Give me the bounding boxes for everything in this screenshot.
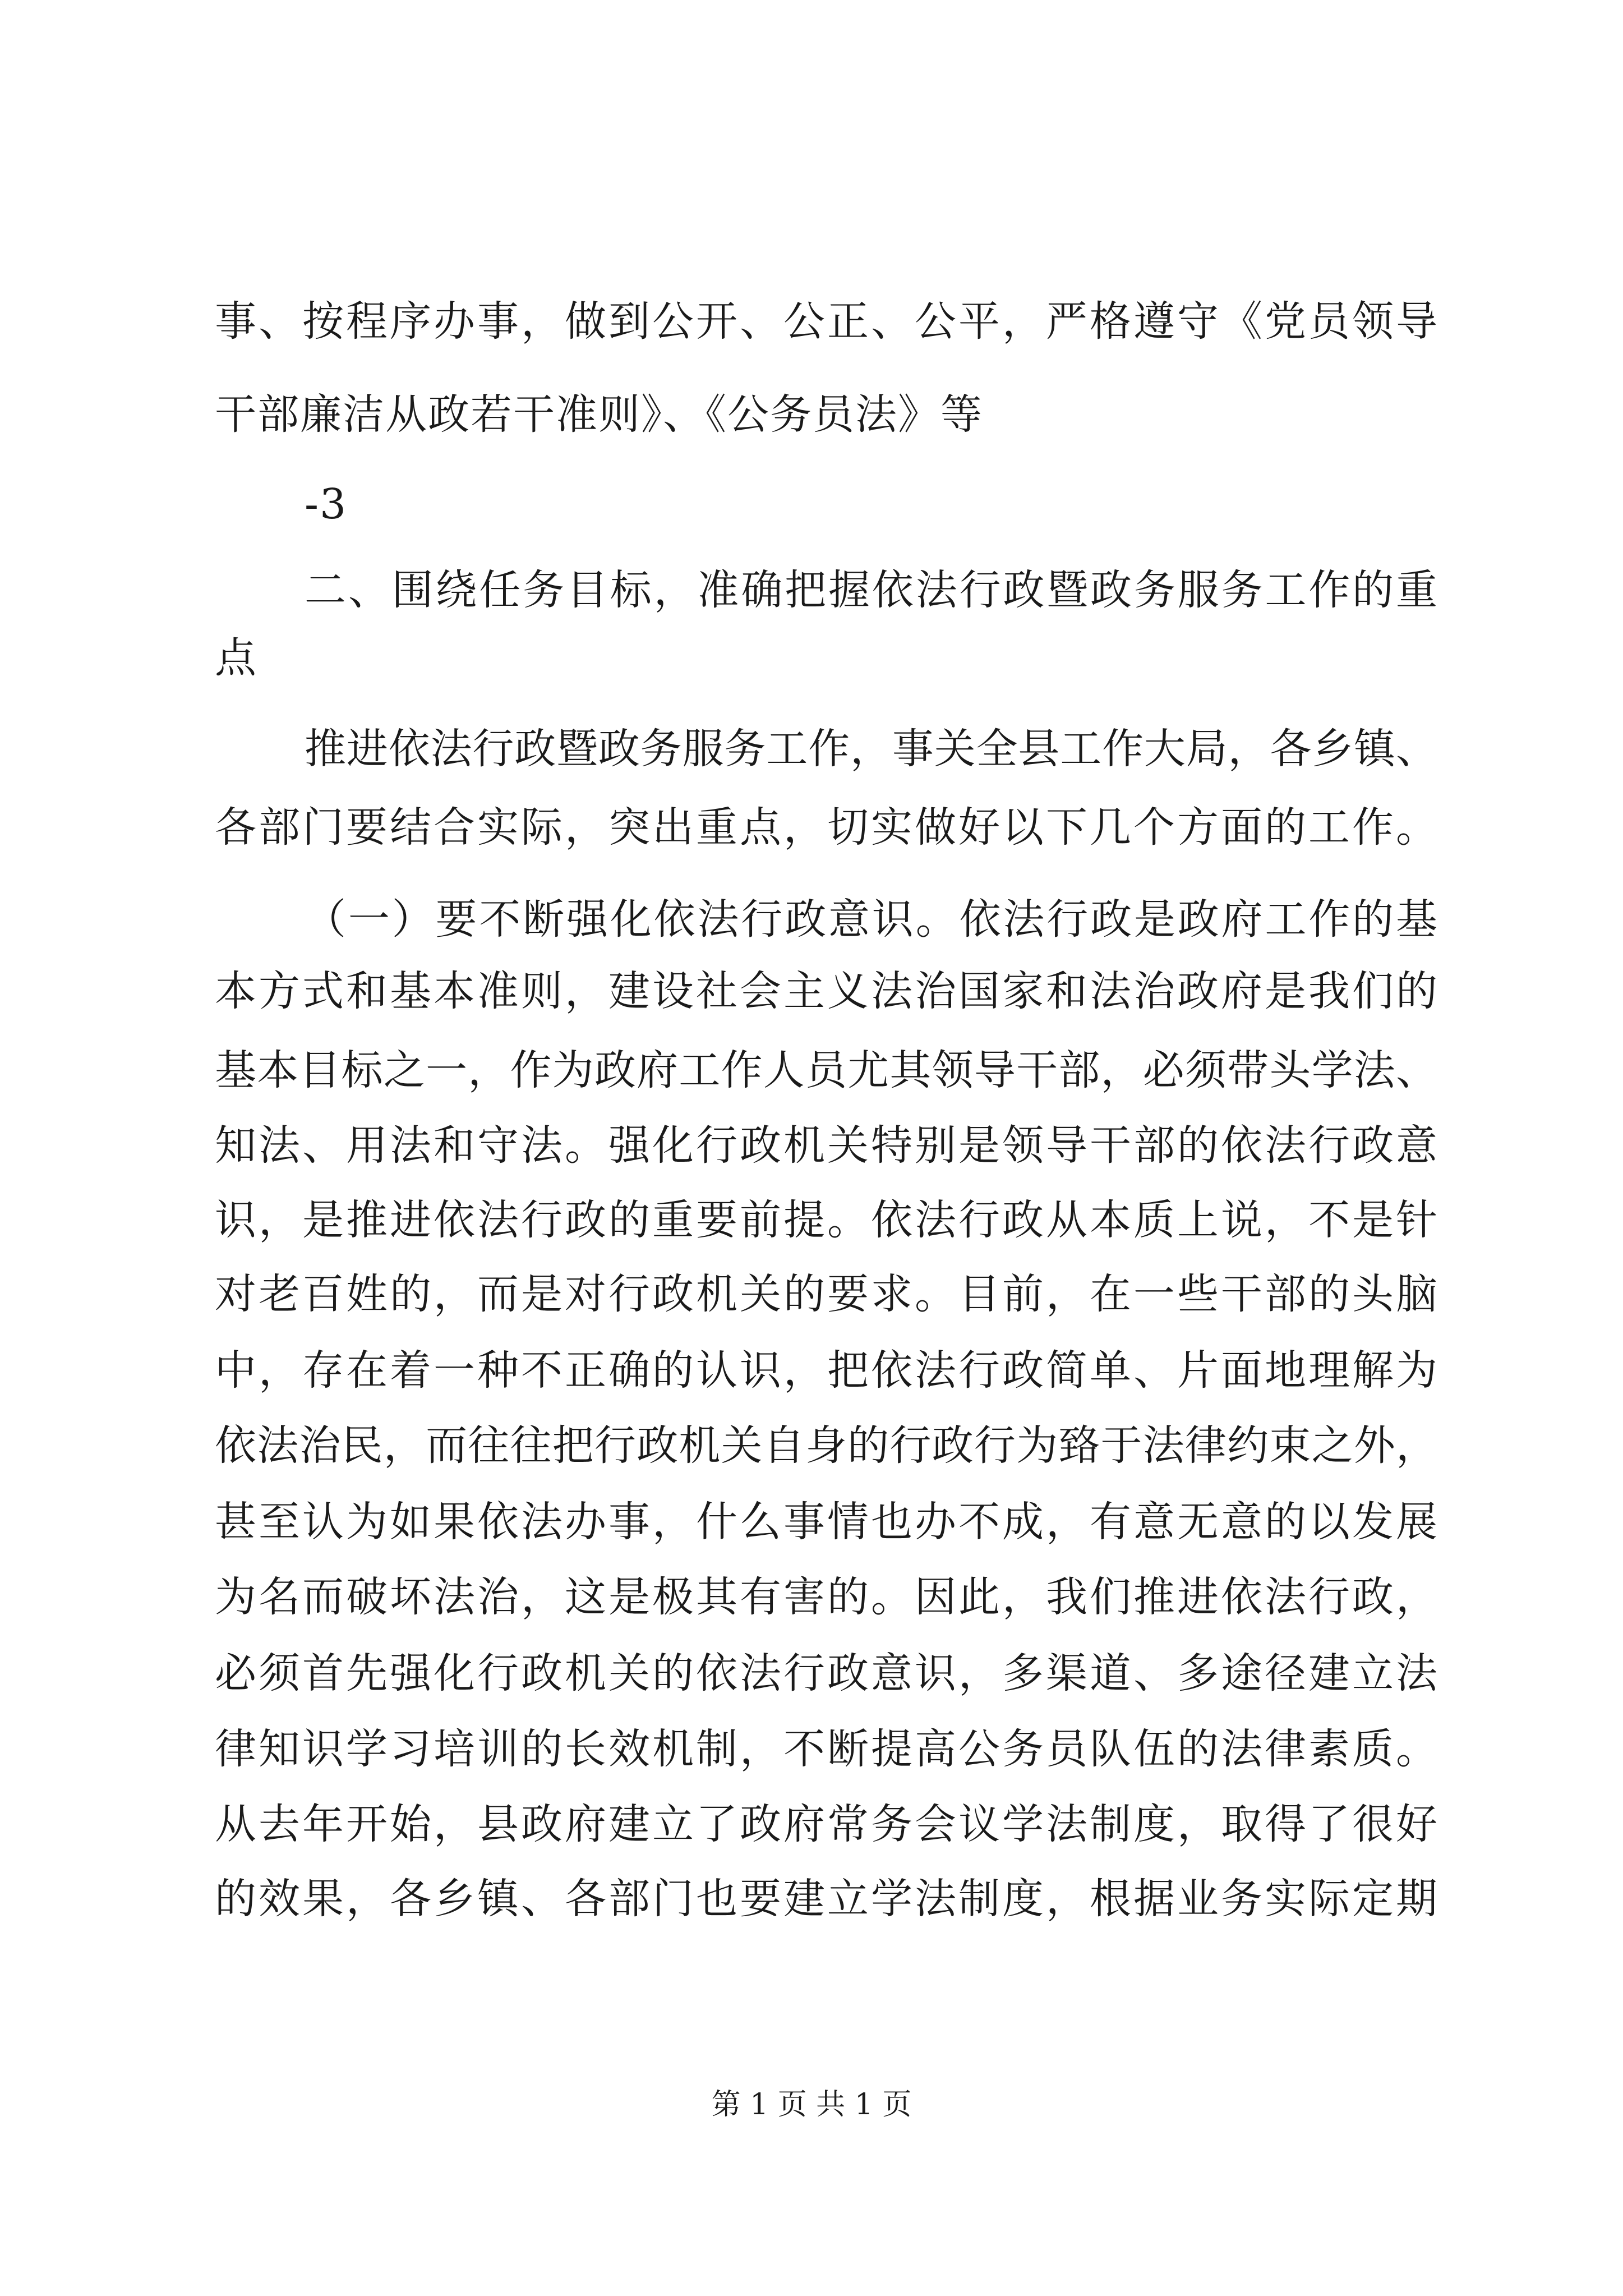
text-line-6: 推进依法行政暨政务服务工作，事关全县工作大局，各乡镇、 — [305, 725, 1437, 773]
text-line-18: 必须首先强化行政机关的依法行政意识，多渠道、多途径建立法 — [215, 1649, 1437, 1697]
text-line-17: 为名而破坏法治，这是极其有害的。因此，我们推进依法行政， — [215, 1573, 1437, 1621]
text-line-10: 基本目标之一，作为政府工作人员尤其领导干部，必须带头学法、 — [215, 1046, 1437, 1094]
section-heading-line-1: 二、围绕任务目标，准确把握依法行政暨政务服务工作的重 — [305, 566, 1437, 614]
text-line-8: （一）要不断强化依法行政意识。依法行政是政府工作的基 — [305, 895, 1437, 944]
text-line-14: 中，存在着一种不正确的认识，把依法行政简单、片面地理解为 — [215, 1346, 1437, 1395]
text-line-21: 的效果，各乡镇、各部门也要建立学法制度，根据业务实际定期 — [215, 1875, 1437, 1923]
page-footer: 第 1 页 共 1 页 — [711, 2088, 912, 2122]
text-line-11: 知法、用法和守法。强化行政机关特别是领导干部的依法行政意 — [215, 1121, 1437, 1170]
text-line-15: 依法治民，而往往把行政机关自身的行政行为臵于法律约束之外， — [215, 1421, 1437, 1470]
text-line-16: 甚至认为如果依法办事，什么事情也办不成，有意无意的以发展 — [215, 1498, 1437, 1546]
section-heading-line-2: 点 — [215, 634, 257, 682]
text-line-9: 本方式和基本准则，建设社会主义法治国家和法治政府是我们的 — [215, 967, 1437, 1015]
page-number-marker: -3 — [305, 480, 348, 528]
text-line-7: 各部门要结合实际，突出重点，切实做好以下几个方面的工作。 — [215, 803, 1437, 852]
text-line-1: 事、按程序办事，做到公开、公正、公平，严格遵守《党员领导 — [215, 297, 1437, 346]
text-line-13: 对老百姓的，而是对行政机关的要求。目前，在一些干部的头脑 — [215, 1270, 1437, 1318]
text-line-20: 从去年开始，县政府建立了政府常务会议学法制度，取得了很好 — [215, 1800, 1437, 1848]
text-line-12: 识，是推进依法行政的重要前提。依法行政从本质上说，不是针 — [215, 1196, 1437, 1244]
text-line-19: 律知识学习培训的长效机制，不断提高公务员队伍的法律素质。 — [215, 1725, 1437, 1773]
text-line-2: 干部廉洁从政若干准则》、《公务员法》等 — [215, 390, 983, 439]
